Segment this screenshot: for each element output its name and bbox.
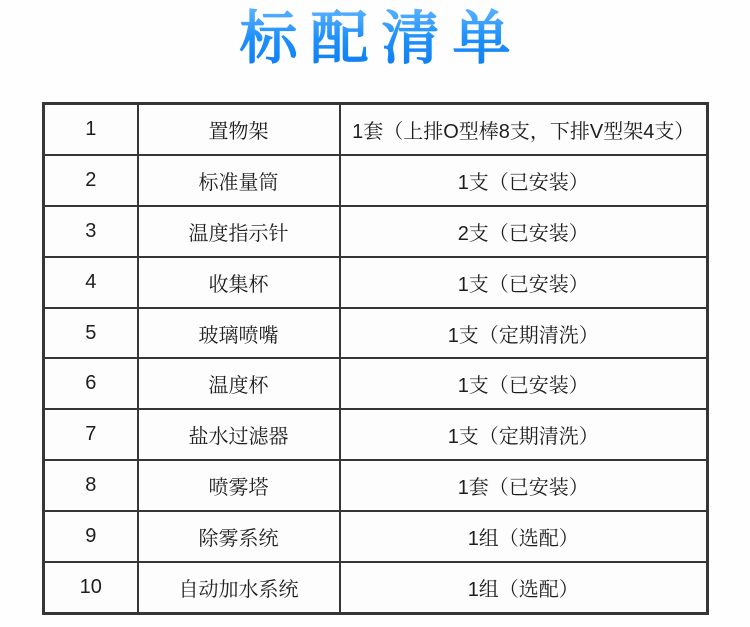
quantity-cell: 1组（选配） <box>340 511 708 562</box>
item-name-cell: 除雾系统 <box>138 511 340 562</box>
item-name-cell: 标准量筒 <box>138 155 340 206</box>
item-name-cell: 盐水过滤器 <box>138 409 340 460</box>
table-row <box>44 155 708 206</box>
table-row <box>44 308 708 359</box>
row-number-cell: 10 <box>44 562 138 614</box>
row-number-cell: 8 <box>44 460 138 511</box>
quantity-cell: 1套（已安装） <box>340 460 708 511</box>
item-name-cell: 置物架 <box>138 104 340 156</box>
row-number-cell: 7 <box>44 409 138 460</box>
table-row <box>44 460 708 511</box>
row-number-cell: 5 <box>44 308 138 359</box>
quantity-cell: 1支（定期清洗） <box>340 409 708 460</box>
table-row <box>44 358 708 409</box>
quantity-cell: 1组（选配） <box>340 562 708 614</box>
quantity-cell: 2支（已安装） <box>340 206 708 257</box>
item-name-cell: 温度杯 <box>138 358 340 409</box>
row-number-cell: 3 <box>44 206 138 257</box>
quantity-cell: 1套（上排O型棒8支，下排V型架4支） <box>340 104 708 156</box>
item-name-cell: 温度指示针 <box>138 206 340 257</box>
row-number-cell: 1 <box>44 104 138 156</box>
item-name-cell: 玻璃喷嘴 <box>138 308 340 359</box>
table-row <box>44 511 708 562</box>
row-number-cell: 6 <box>44 358 138 409</box>
item-name-cell: 自动加水系统 <box>138 562 340 614</box>
table-row <box>44 104 708 156</box>
title-wrap <box>0 6 750 73</box>
row-number-cell: 4 <box>44 257 138 308</box>
page-title: 标配清单 <box>239 6 524 71</box>
quantity-cell: 1支（定期清洗） <box>340 308 708 359</box>
table-row <box>44 562 708 614</box>
row-number-cell: 9 <box>44 511 138 562</box>
table-row <box>44 257 708 308</box>
item-name-cell: 收集杯 <box>138 257 340 308</box>
table-row <box>44 409 708 460</box>
quantity-cell: 1支（已安装） <box>340 257 708 308</box>
row-number-cell: 2 <box>44 155 138 206</box>
config-table <box>42 102 709 615</box>
quantity-cell: 1支（已安装） <box>340 155 708 206</box>
table-row <box>44 206 708 257</box>
quantity-cell: 1支（已安装） <box>340 358 708 409</box>
item-name-cell: 喷雾塔 <box>138 460 340 511</box>
